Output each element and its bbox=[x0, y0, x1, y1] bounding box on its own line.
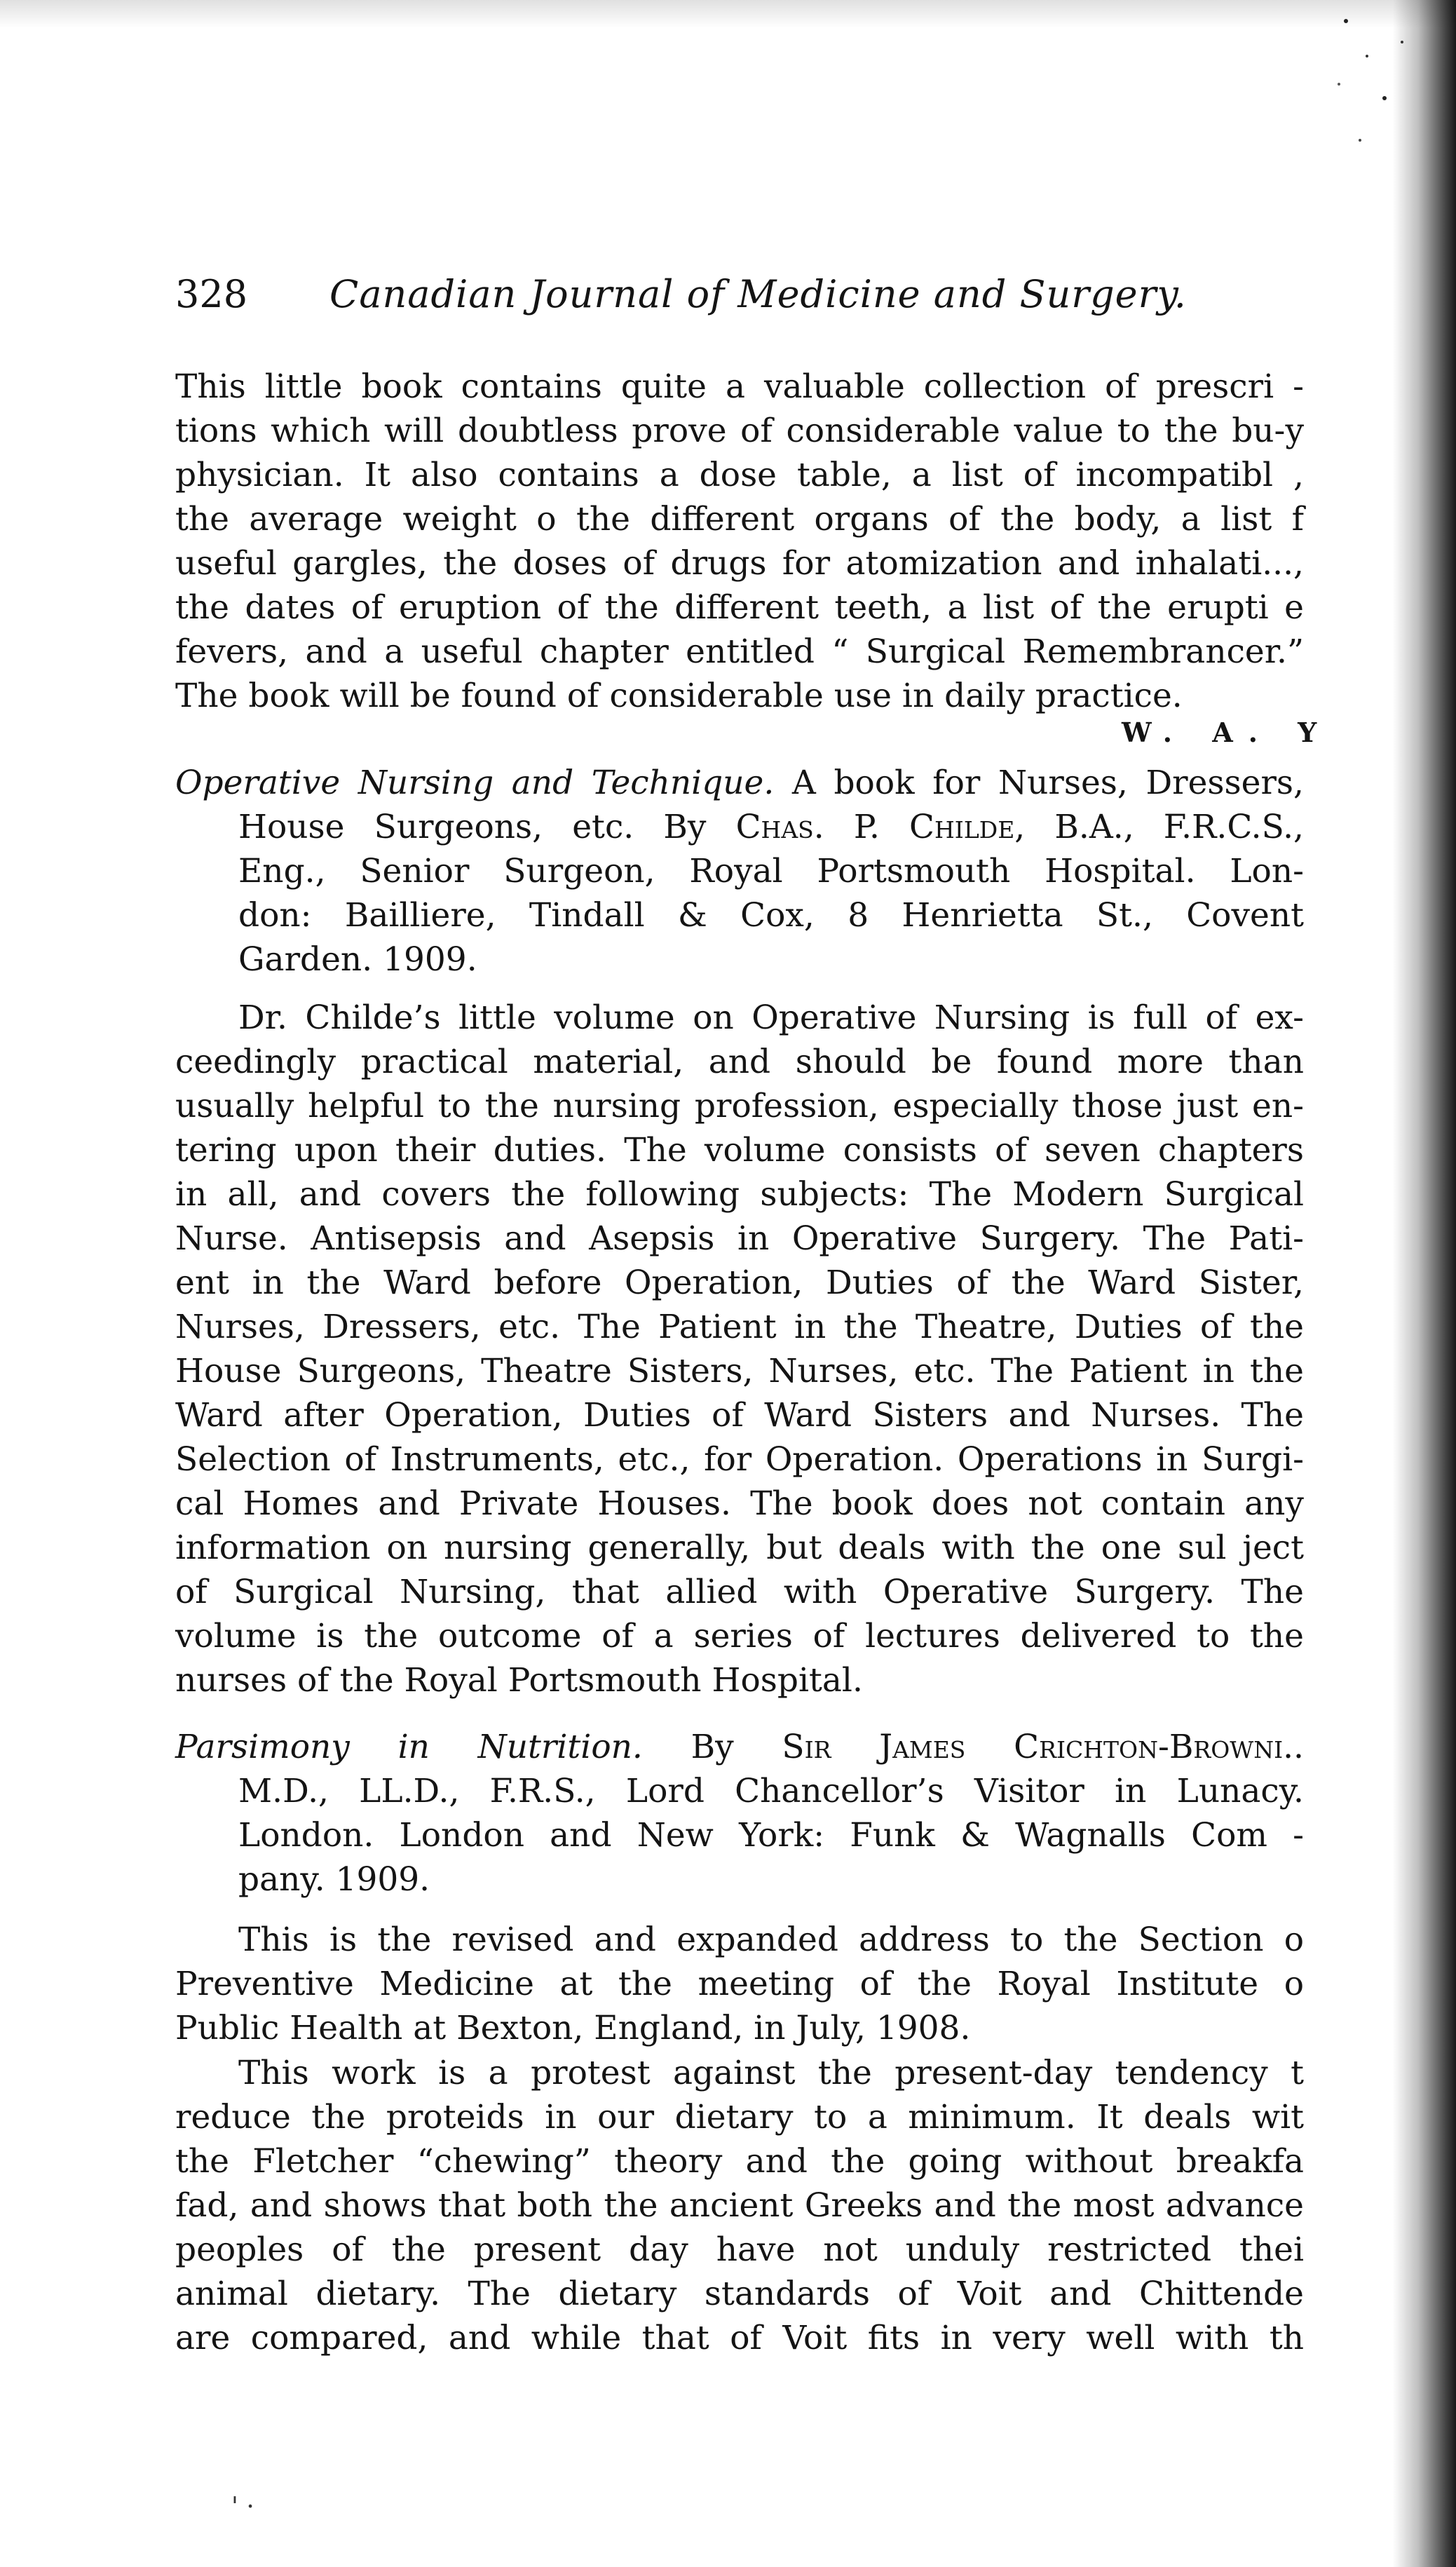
scan-specks bbox=[1318, 0, 1451, 182]
text-line: Dr. Childe’s little volume on Operative Nursing is full of ex- bbox=[238, 998, 1304, 1037]
scan-speck: ' · bbox=[231, 2493, 254, 2521]
review-2-body bbox=[175, 996, 1304, 1702]
text-line: animal dietary. The dietary standards of Voit and Chittende bbox=[175, 2275, 1304, 2313]
text-line: in all, and covers the following subjects: The Modern Surgical bbox=[175, 1175, 1304, 1214]
citation-title-line bbox=[175, 1725, 1304, 1769]
text-line: ceedingly practical material, and should be found more than bbox=[175, 1043, 1304, 1081]
text-line: ent in the Ward before Operation, Duties of the Ward Sister, bbox=[175, 1264, 1304, 1302]
book-title: Parsimony in Nutrition. bbox=[175, 1728, 643, 1766]
text-line: information on nursing generally, but deals with the one sul ject bbox=[175, 1529, 1304, 1567]
text-line: nurses of the Royal Portsmouth Hospital. bbox=[175, 1661, 863, 1700]
text-line: useful gargles, the doses of drugs for atomization and inhalati..., bbox=[175, 544, 1304, 583]
review-3-paragraph-1 bbox=[175, 1918, 1304, 2050]
review-3-paragraph-2 bbox=[175, 2051, 1304, 2360]
text-line: tions which will doubtless prove of considerable value to the bu-y bbox=[175, 412, 1304, 450]
text-line: the dates of eruption of the different teeth, a list of the erupti e bbox=[175, 588, 1304, 627]
citation-title-line bbox=[175, 761, 1304, 805]
author-name: Sir James Crichton-Browni.. bbox=[782, 1728, 1304, 1766]
citation-text: A book for Nurses, Dressers, bbox=[774, 764, 1304, 802]
text-line: Public Health at Bexton, England, in July, 1908. bbox=[175, 2009, 971, 2047]
reviewer-signature: W. A. Y bbox=[1122, 717, 1333, 748]
text-line: usually helpful to the nursing profession, especially those just en- bbox=[175, 1087, 1304, 1125]
text-line: Selection of Instruments, etc., for Operation. Operations in Surgi- bbox=[175, 1440, 1304, 1479]
running-title: Canadian Journal of Medicine and Surgery. bbox=[329, 272, 1187, 316]
text-line: are compared, and while that of Voit fits in very well with th bbox=[175, 2319, 1304, 2357]
citation-text: By bbox=[642, 1728, 782, 1766]
citation-text: House Surgeons, etc. By bbox=[238, 808, 736, 846]
text-line: of Surgical Nursing, that allied with Operative Surgery. The bbox=[175, 1573, 1304, 1611]
citation-line: don: Bailliere, Tindall & Cox, 8 Henrietta St., Covent bbox=[238, 896, 1304, 935]
citation-line: pany. 1909. bbox=[238, 1860, 430, 1899]
text-line: This little book contains quite a valuable collection of prescri - bbox=[175, 367, 1304, 406]
review-3-citation bbox=[175, 1725, 1304, 1902]
running-header bbox=[175, 266, 1332, 323]
text-line: tering upon their duties. The volume consists of seven chapters bbox=[175, 1131, 1304, 1170]
text-line: cal Homes and Private Houses. The book does not contain any bbox=[175, 1484, 1304, 1523]
citation-text: , B.A., F.R.C.S., bbox=[1014, 808, 1304, 846]
author-name: Chas. P. Childe bbox=[735, 808, 1015, 846]
text-line: fevers, and a useful chapter entitled “ Surgical Remembrancer.” bbox=[175, 632, 1304, 671]
text-line: volume is the outcome of a series of lectures delivered to the bbox=[175, 1617, 1304, 1655]
text-line: Nurses, Dressers, etc. The Patient in the Theatre, Duties of the bbox=[175, 1308, 1304, 1346]
citation-line: London. London and New York: Funk & Wagnalls Com - bbox=[238, 1816, 1304, 1855]
text-line: fad, and shows that both the ancient Greeks and the most advance bbox=[175, 2186, 1304, 2225]
text-line: peoples of the present day have not unduly restricted thei bbox=[175, 2230, 1304, 2269]
citation-line: Garden. 1909. bbox=[238, 940, 477, 979]
scan-top-edge bbox=[0, 0, 1456, 28]
text-line: the Fletcher “chewing” theory and the going without breakfa bbox=[175, 2142, 1304, 2181]
text-line: This is the revised and expanded address to the Section o bbox=[238, 1921, 1304, 1959]
citation-line bbox=[175, 805, 1304, 849]
text-line: House Surgeons, Theatre Sisters, Nurses, etc. The Patient in the bbox=[175, 1352, 1304, 1390]
citation-line: Eng., Senior Surgeon, Royal Portsmouth Hospital. Lon- bbox=[238, 852, 1304, 890]
text-line: Preventive Medicine at the meeting of the Royal Institute o bbox=[175, 1965, 1304, 2003]
text-line: The book will be found of considerable use in daily practice. bbox=[175, 677, 1183, 715]
book-title: Operative Nursing and Technique. bbox=[175, 764, 775, 802]
review-2-citation bbox=[175, 761, 1304, 982]
citation-line: M.D., LL.D., F.R.S., Lord Chancellor’s Visitor in Lunacy. bbox=[238, 1772, 1304, 1810]
text-line: reduce the proteids in our dietary to a minimum. It deals wit bbox=[175, 2098, 1304, 2136]
text-line: physician. It also contains a dose table, a list of incompatibl , bbox=[175, 456, 1304, 494]
scan-right-edge bbox=[1393, 0, 1456, 2567]
text-line: Ward after Operation, Duties of Ward Sisters and Nurses. The bbox=[175, 1396, 1304, 1435]
text-line: Nurse. Antisepsis and Asepsis in Operative Surgery. The Pati- bbox=[175, 1219, 1304, 1258]
text-line: the average weight o the different organs of the body, a list f bbox=[175, 500, 1304, 539]
text-line: This work is a protest against the present-day tendency t bbox=[238, 2054, 1304, 2092]
review-1-body bbox=[175, 365, 1304, 718]
page-number: 328 bbox=[175, 272, 248, 316]
